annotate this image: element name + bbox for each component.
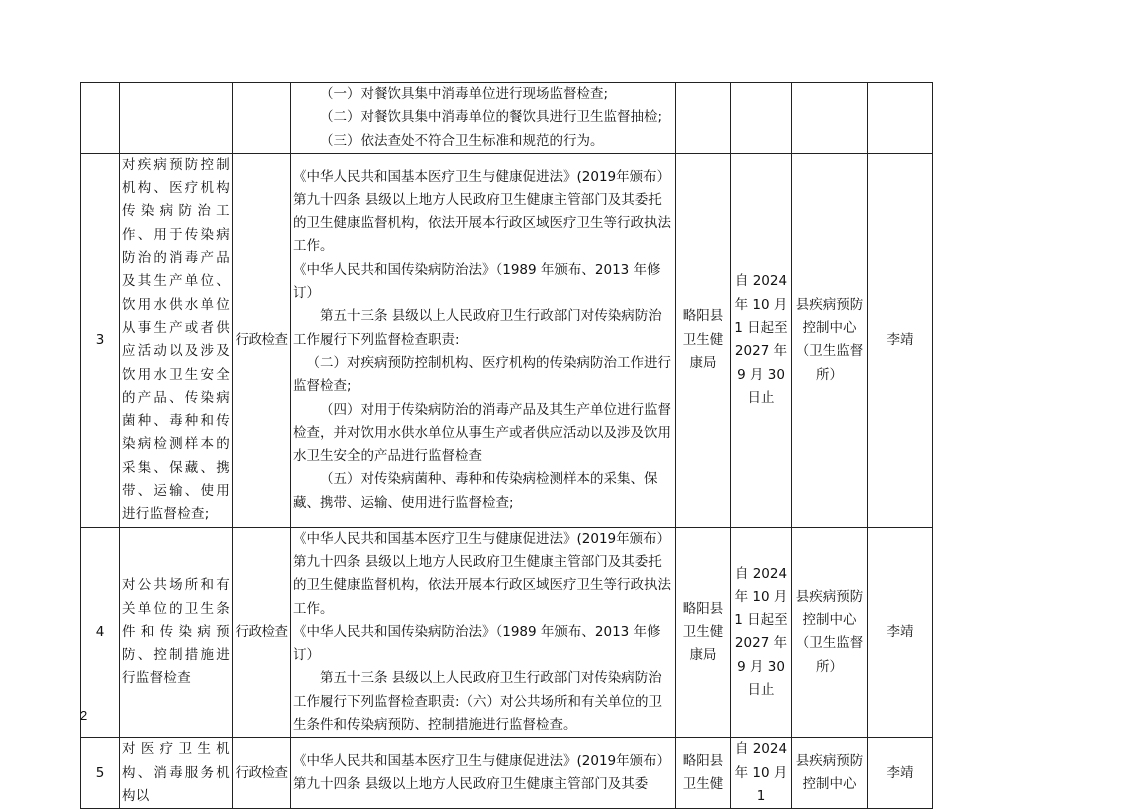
legal-basis-cell: [291, 83, 676, 154]
validity-period-cell: 自 2024 年 10 月 1: [731, 738, 792, 809]
legal-basis-paragraph: 第五十三条 县级以上人民政府卫生行政部门对传染病防治工作履行下列监督检查职责:: [293, 308, 662, 348]
legal-basis-paragraph: 《中华人民共和国基本医疗卫生与健康促进法》(2019年颁布）第九十四条 县级以上地方人民政府卫生健康主管部门及其委: [293, 752, 671, 793]
row-number-cell: 5: [81, 738, 120, 809]
person-in-charge-cell: 李靖: [868, 527, 933, 738]
validity-period-cell: 自 2024 年 10 月 1 日起至 2027 年 9 月 30 日止: [731, 527, 792, 738]
legal-basis-paragraph: 《中华人民共和国基本医疗卫生与健康促进法》(2019年颁布）第九十四条 县级以上地方人民政府卫生健康主管部门及其委托的卫生健康监督机构，依法开展本行政区域医疗卫生等行政执法工作。: [293, 168, 671, 255]
table-row: [81, 527, 933, 738]
enforcement-type-cell: 行政检查: [233, 738, 291, 809]
legal-basis-paragraph: （一）对餐饮具集中消毒单位进行现场监督检查;: [320, 86, 609, 102]
validity-period-cell: 自 2024 年 10 月 1 日起至 2027 年 9 月 30 日止: [731, 153, 792, 527]
inspection-item-cell: [120, 83, 233, 154]
row-number-cell: [81, 83, 120, 154]
enforcement-type-cell: 行政检查: [233, 153, 291, 527]
legal-basis-paragraph: （二）对餐饮具集中消毒单位的餐饮具进行卫生监督抽检;: [320, 109, 663, 126]
inspection-item-cell: 对公共场所和有关单位的卫生条件和传染病预防、控制措施进行监督检查: [120, 527, 233, 738]
entrusted-organization-cell: 县疾病预防控制中心（卫生监督所）: [792, 527, 868, 738]
legal-basis-cell: [291, 738, 676, 809]
validity-period-cell: [731, 83, 792, 154]
table-row: [81, 738, 933, 809]
department-cell: 略阳县卫生健康局: [676, 153, 731, 527]
legal-basis-paragraph: （四）对用于传染病防治的消毒产品及其生产单位进行监督检查，并对饮用水供水单位从事生产或者供应活动以及涉及饮用水卫生安全的产品进行监督检查: [293, 401, 671, 465]
person-in-charge-cell: 李靖: [868, 738, 933, 809]
department-cell: 略阳县卫生健康局: [676, 527, 731, 738]
table-row: [81, 153, 933, 527]
legal-basis-paragraph: （五）对传染病菌种、毒种和传染病检测样本的采集、保藏、携带、运输、使用进行监督检查;: [293, 471, 658, 511]
enforcement-type-cell: [233, 83, 291, 154]
row-number-cell: 3: [81, 153, 120, 527]
inspection-item-cell: 对疾病预防控制机构、医疗机构传染病防治工作、用于传染病防治的消毒产品及其生产单位、饮用水供水单位从事生产或者供应活动以及涉及饮用水卫生安全的产品、传染病菌种、毒种和传染病检测样本的采集、保藏、携带、运输、使用进行监督检查;: [120, 153, 233, 527]
entrusted-organization-cell: [792, 83, 868, 154]
entrusted-organization-cell: 县疾病预防控制中心（卫生监督所）: [792, 153, 868, 527]
legal-basis-paragraph: 第五十三条 县级以上人民政府卫生行政部门对传染病防治工作履行下列监督检查职责:（六）对公共场所和有关单位的卫生条件和传染病预防、控制措施进行监督检查。: [293, 670, 663, 734]
page-number: 2: [80, 708, 88, 723]
enforcement-table: [80, 82, 933, 809]
department-cell: [676, 83, 731, 154]
legal-basis-paragraph: 《中华人民共和国传染病防治法》（1989 年颁布、2013 年修订）: [293, 623, 661, 664]
legal-basis-paragraph: 《中华人民共和国传染病防治法》（1989 年颁布、2013 年修订）: [293, 261, 661, 302]
legal-basis-cell: [291, 153, 676, 527]
row-number-cell: 4: [81, 527, 120, 738]
person-in-charge-cell: 李靖: [868, 153, 933, 527]
legal-basis-paragraph: （三）依法查处不符合卫生标准和规范的行为。: [320, 132, 604, 149]
legal-basis-paragraph: 《中华人民共和国基本医疗卫生与健康促进法》(2019年颁布）第九十四条 县级以上地方人民政府卫生健康主管部门及其委托的卫生健康监督机构，依法开展本行政区域医疗卫生等行政执法工作。: [293, 530, 671, 617]
legal-basis-paragraph: （二）对疾病预防控制机构、医疗机构的传染病防治工作进行监督检查;: [293, 354, 671, 395]
enforcement-type-cell: 行政检查: [233, 527, 291, 738]
table-body: [81, 83, 933, 809]
entrusted-organization-cell: 县疾病预防控制中心: [792, 738, 868, 809]
table-row: [81, 83, 933, 154]
legal-basis-cell: [291, 527, 676, 738]
department-cell: 略阳县卫生健: [676, 738, 731, 809]
person-in-charge-cell: [868, 83, 933, 154]
inspection-item-cell: 对医疗卫生机构、消毒服务机构以: [120, 738, 233, 809]
